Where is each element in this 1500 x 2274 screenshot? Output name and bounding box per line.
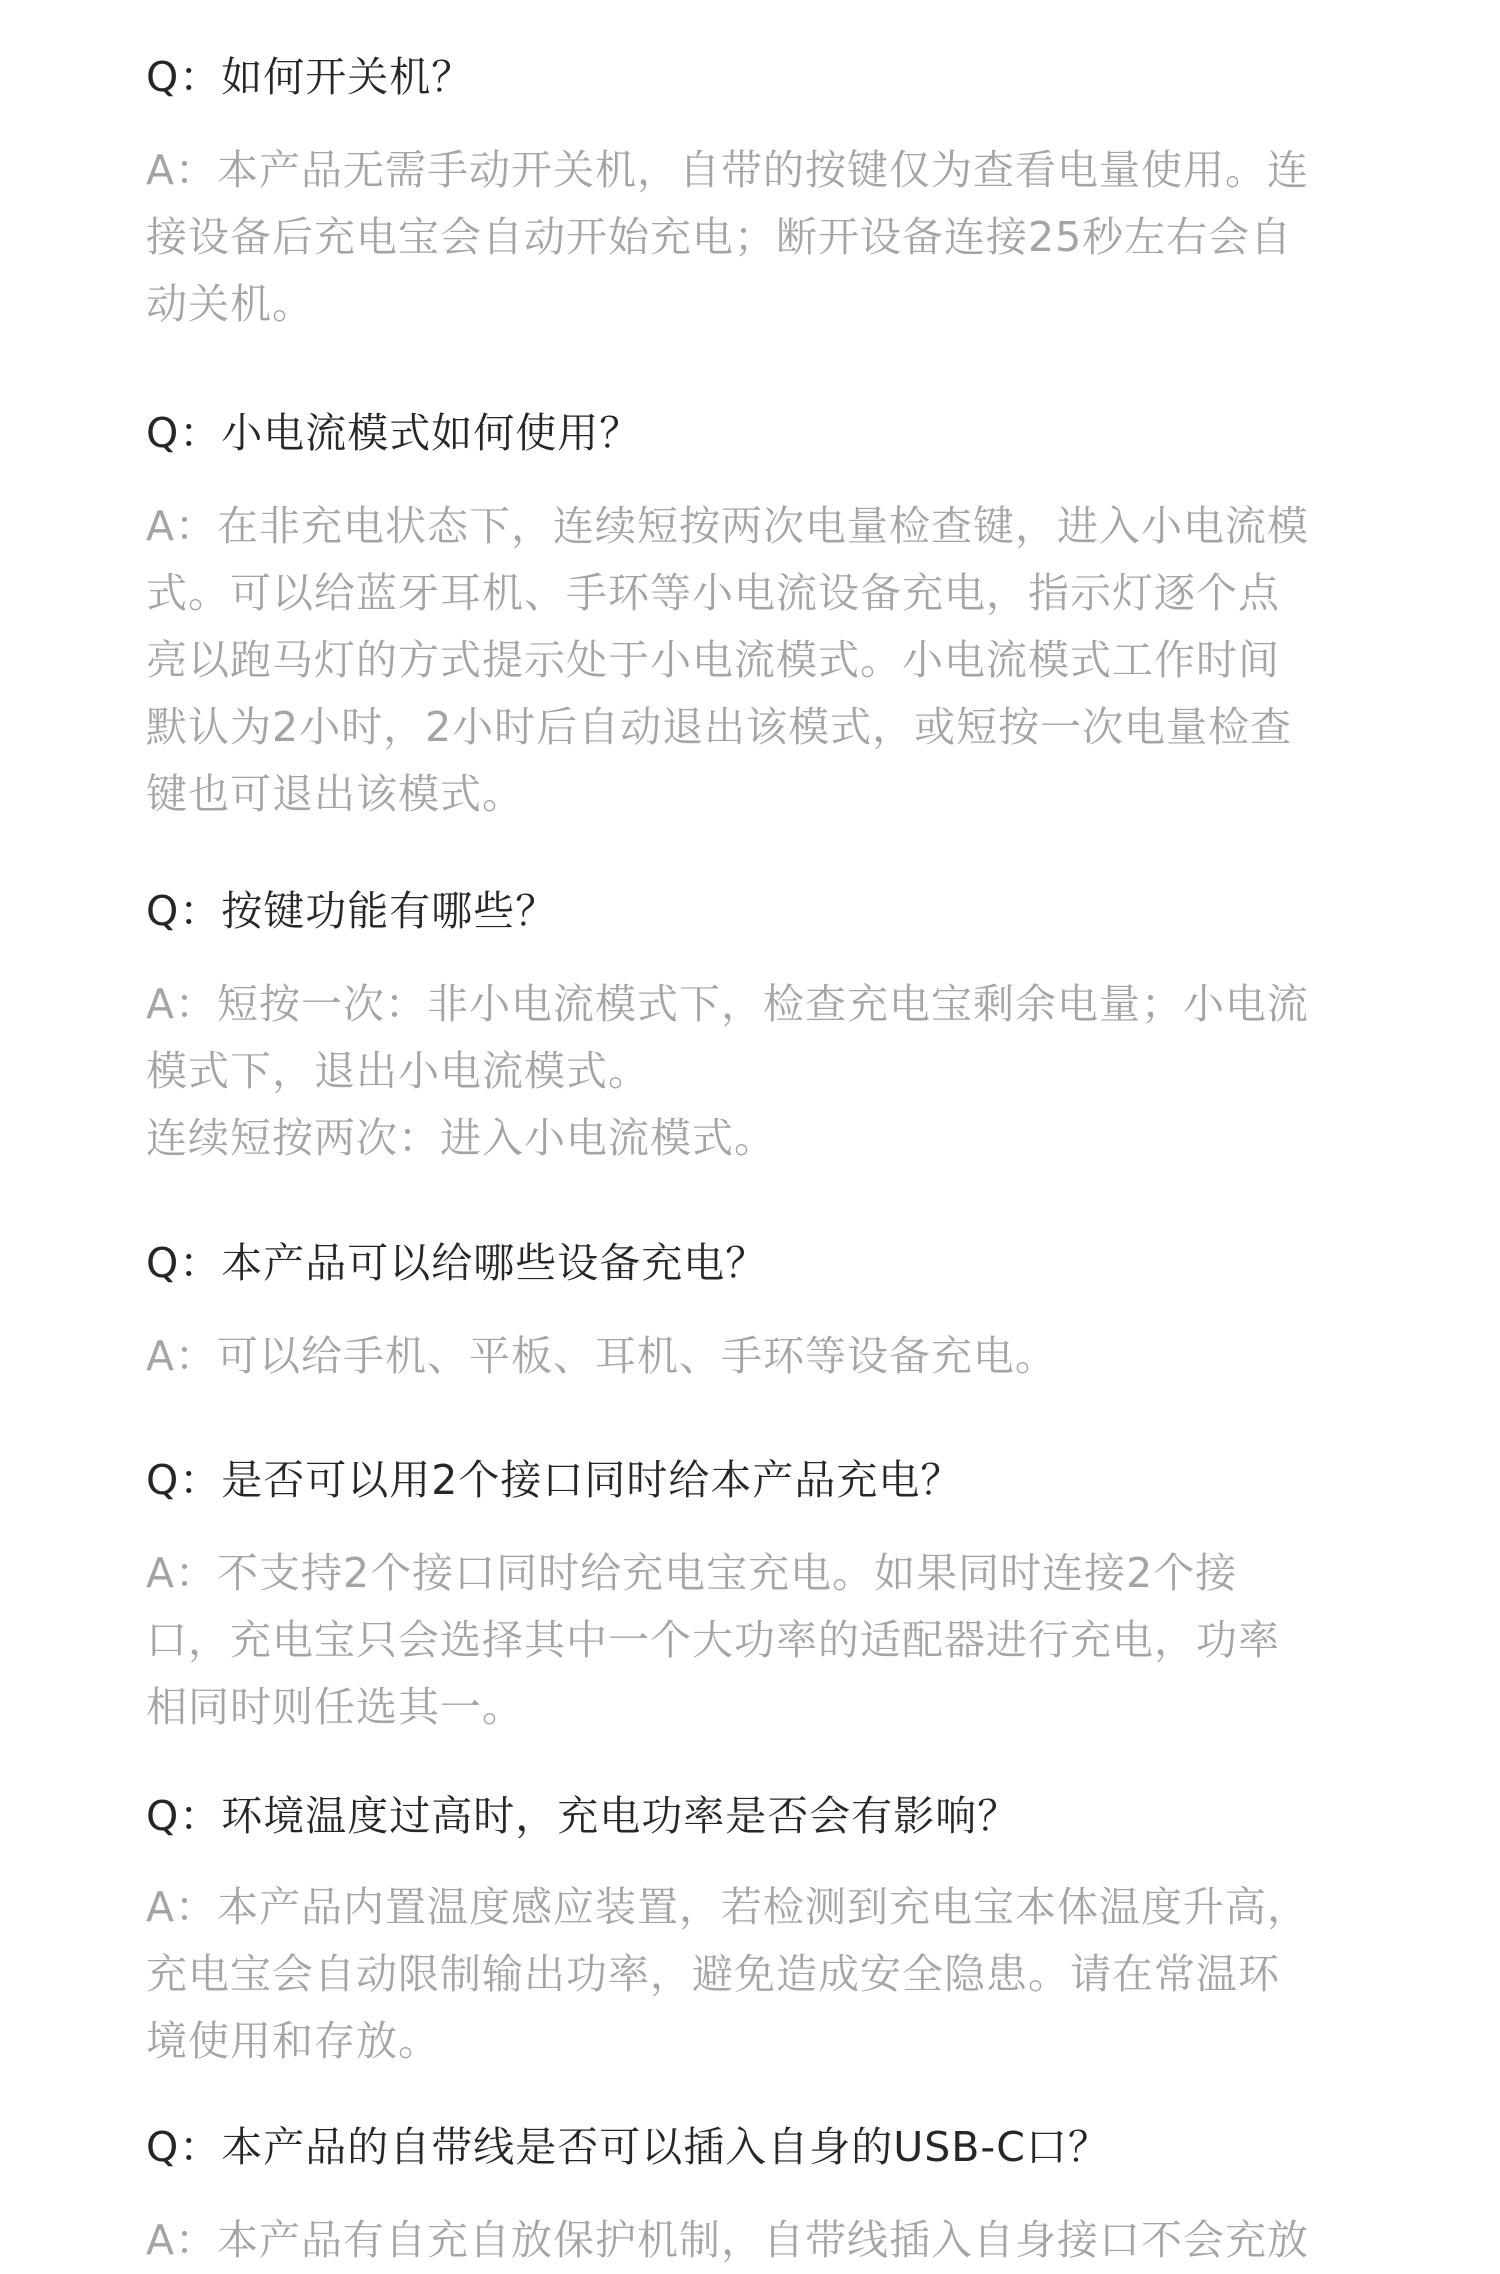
faq-question: Q：本产品的自带线是否可以插入自身的USB-C口？ xyxy=(146,2123,1110,2171)
faq-answer-line: 式。可以给蓝牙耳机、手环等小电流设备充电，指示灯逐个点 xyxy=(146,569,1280,617)
faq-answer xyxy=(146,137,1380,338)
faq-question: Q：环境温度过高时，充电功率是否会有影响？ xyxy=(146,1792,1020,1840)
faq-answer-line: A：本产品有自充自放保护机制，自带线插入自身接口不会充放 xyxy=(146,2216,1310,2264)
faq-answer xyxy=(146,971,1380,1172)
faq-question: Q：小电流模式如何使用？ xyxy=(146,409,642,457)
faq-answer xyxy=(146,2207,1380,2274)
faq-answer-line: 键也可退出该模式。 xyxy=(146,770,524,818)
faq-question: Q：本产品可以给哪些设备充电？ xyxy=(146,1239,768,1287)
faq-question: Q：如何开关机？ xyxy=(146,53,474,101)
faq-answer xyxy=(146,493,1380,828)
faq-question: Q：是否可以用2个接口同时给本产品充电？ xyxy=(146,1456,963,1504)
faq-answer-line: 模式下，退出小电流模式。 xyxy=(146,1047,650,1095)
faq-item xyxy=(146,1783,1380,2075)
faq-answer-line: A：可以给手机、平板、耳机、手环等设备充电。 xyxy=(146,1332,1058,1380)
faq-answer-line: A：在非充电状态下，连续短按两次电量检查键，进入小电流模 xyxy=(146,502,1310,550)
faq-answer-line: A：短按一次：非小电流模式下，检查充电宝剩余电量；小电流 xyxy=(146,980,1310,1028)
faq-answer-line: A：本产品无需手动开关机，自带的按键仅为查看电量使用。连 xyxy=(146,146,1310,194)
faq-item xyxy=(146,400,1380,828)
faq-answer-line: 充电宝会自动限制输出功率，避免造成安全隐患。请在常温环 xyxy=(146,1950,1280,1998)
faq-item xyxy=(146,1230,1380,1390)
faq-answer-line: 亮以跑马灯的方式提示处于小电流模式。小电流模式工作时间 xyxy=(146,636,1280,684)
faq-answer xyxy=(146,1874,1380,2075)
faq-item xyxy=(146,1447,1380,1741)
faq-item xyxy=(146,878,1380,1172)
faq-answer-line: 动关机。 xyxy=(146,280,314,328)
faq-answer-line: 相同时则任选其一。 xyxy=(146,1683,524,1731)
faq-item xyxy=(146,44,1380,338)
faq-answer-line: 口，充电宝只会选择其中一个大功率的适配器进行充电，功率 xyxy=(146,1616,1280,1664)
faq-answer-line: A：不支持2个接口同时给充电宝充电。如果同时连接2个接 xyxy=(146,1549,1238,1597)
faq-answer xyxy=(146,1323,1380,1390)
faq-answer-line: 境使用和存放。 xyxy=(146,2017,440,2065)
faq-answer-line: 连续短按两次：进入小电流模式。 xyxy=(146,1114,776,1162)
faq-answer-line: A：本产品内置温度感应装置，若检测到充电宝本体温度升高， xyxy=(146,1883,1310,1931)
faq-answer-line: 默认为2小时，2小时后自动退出该模式，或短按一次电量检查 xyxy=(146,703,1293,751)
faq-item xyxy=(146,2114,1380,2274)
faq-answer xyxy=(146,1540,1380,1741)
faq-answer-line: 接设备后充电宝会自动开始充电；断开设备连接25秒左右会自 xyxy=(146,213,1293,261)
faq-question: Q：按键功能有哪些？ xyxy=(146,887,558,935)
